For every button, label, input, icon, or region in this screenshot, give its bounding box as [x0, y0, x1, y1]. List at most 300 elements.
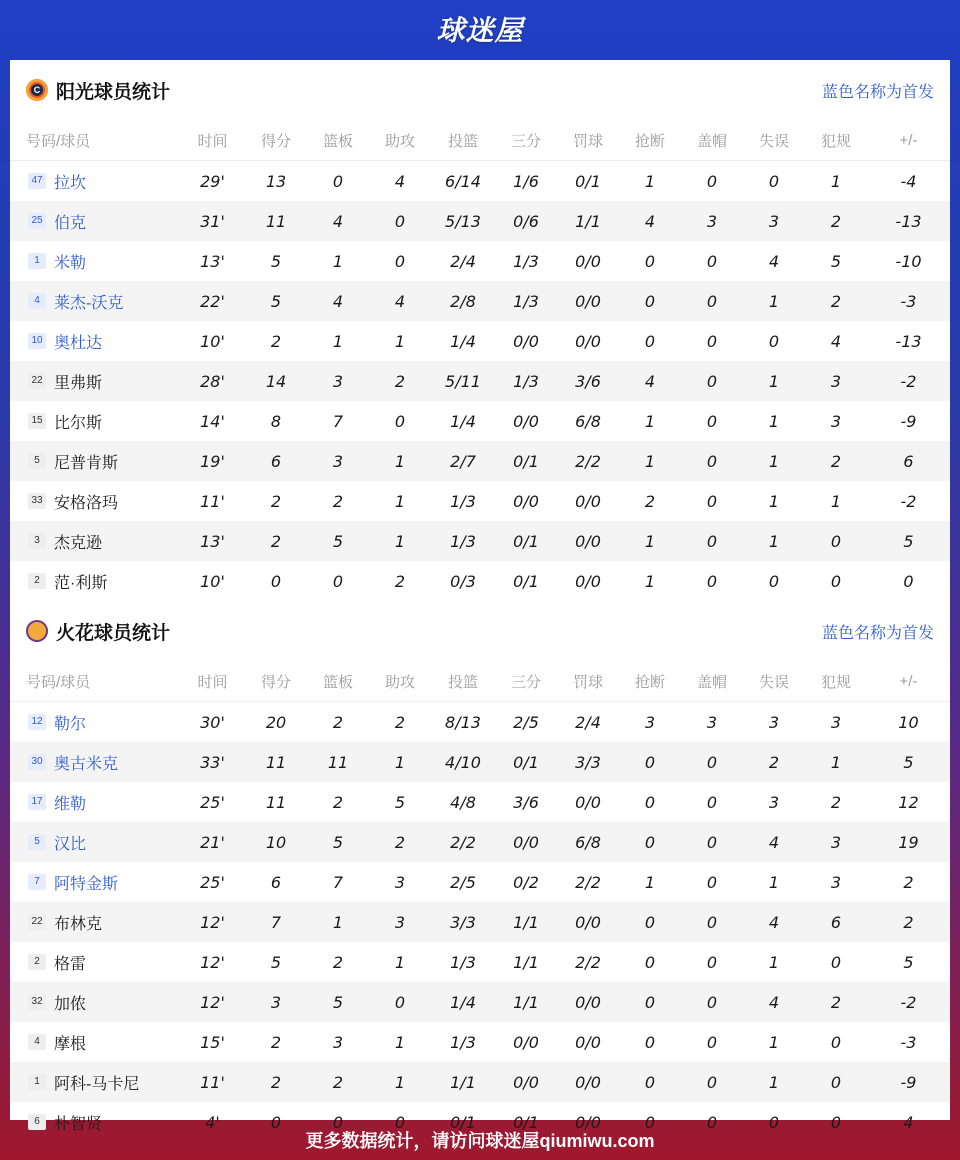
- stat-cell: 15': [200, 1032, 225, 1052]
- table-row: [10, 361, 950, 401]
- stat-cell: 1: [644, 571, 656, 591]
- stat-cell: 0: [768, 331, 780, 351]
- stat-cell: 2/2: [575, 952, 601, 972]
- table-row: [10, 561, 950, 601]
- stat-cell: 2: [332, 491, 344, 511]
- stat-cell: 0: [706, 331, 718, 351]
- stat-cell: 2/2: [575, 872, 601, 892]
- starter-legend-note: 蓝色名称为首发: [821, 624, 934, 642]
- column-header: 时间: [180, 661, 245, 702]
- table-row: [10, 862, 950, 902]
- player-name-link[interactable]: 奥古米克: [54, 755, 119, 773]
- team-section: [10, 60, 950, 601]
- stat-cell: 2/8: [431, 281, 495, 321]
- stat-cell: 1: [369, 521, 431, 561]
- column-header: 三分: [495, 661, 557, 702]
- stats-panel: [10, 60, 950, 1133]
- table-row: [10, 902, 950, 942]
- stat-cell: 1/3: [450, 952, 476, 972]
- stat-cell: 2: [245, 1062, 307, 1102]
- stat-cell: 4/10: [431, 742, 495, 782]
- stat-cell: 0/0: [513, 1032, 539, 1052]
- column-header: 号码/球员: [10, 120, 180, 161]
- player-cell[interactable]: [10, 1022, 180, 1062]
- stat-cell: 2: [270, 1032, 282, 1052]
- stat-cell: 6: [245, 441, 307, 481]
- stat-cell: 0: [681, 361, 743, 401]
- stat-cell: 14': [200, 411, 225, 431]
- stat-cell: 0/1: [495, 521, 557, 561]
- player-cell[interactable]: [10, 241, 180, 281]
- stat-cell: 0: [706, 1032, 718, 1052]
- stat-cell: 0: [332, 1112, 344, 1132]
- stat-cell: 0: [644, 1032, 656, 1052]
- stat-cell: 5: [867, 521, 950, 561]
- stat-cell: 0: [805, 521, 867, 561]
- stat-cell: 2: [332, 792, 344, 812]
- stat-cell: 3: [805, 822, 867, 862]
- stat-cell: 25': [200, 872, 225, 892]
- table-row: [10, 321, 950, 361]
- stat-cell: 2: [369, 822, 431, 862]
- stat-cell: 2: [394, 712, 406, 732]
- stat-cell: 0/0: [575, 1032, 601, 1052]
- stat-cell: 0: [681, 281, 743, 321]
- stat-cell: 5: [307, 982, 369, 1022]
- stat-cell: 11: [265, 792, 287, 812]
- stat-cell: 5/11: [431, 361, 495, 401]
- stat-cell: 2: [805, 441, 867, 481]
- stat-cell: 1: [369, 441, 431, 481]
- stat-cell: 1: [743, 521, 805, 561]
- stat-cell: -2: [867, 982, 950, 1022]
- column-header: 三分: [495, 120, 557, 161]
- stat-cell: 1: [394, 331, 406, 351]
- stat-cell: 12': [200, 952, 225, 972]
- stat-cell: 0/0: [557, 982, 619, 1022]
- stat-cell: 0: [619, 281, 681, 321]
- jersey-number-badge: 5: [28, 834, 46, 850]
- player-cell[interactable]: [10, 862, 180, 902]
- sun-team-icon: [26, 79, 48, 101]
- stat-cell: 7: [332, 411, 344, 431]
- stat-cell: 1: [619, 521, 681, 561]
- stat-cell: 3: [830, 872, 842, 892]
- column-header: 篮板: [307, 661, 369, 702]
- stat-cell: 7: [332, 872, 344, 892]
- stat-cell: 12: [898, 792, 919, 812]
- stat-cell: 1: [619, 441, 681, 481]
- stat-cell: 11': [180, 1062, 245, 1102]
- table-row: [10, 982, 950, 1022]
- stat-cell: 0/0: [557, 521, 619, 561]
- column-header: 得分: [245, 661, 307, 702]
- player-cell[interactable]: [10, 822, 180, 862]
- player-name-link[interactable]: 莱杰-沃克: [54, 294, 124, 312]
- stat-cell: 3: [830, 712, 842, 732]
- stat-cell: 0/0: [575, 331, 601, 351]
- stat-cell: 11: [307, 742, 369, 782]
- stat-cell: 19': [180, 441, 245, 481]
- stat-cell: -3: [867, 281, 950, 321]
- stat-cell: 6: [270, 872, 282, 892]
- stat-cell: 1: [805, 742, 867, 782]
- stat-cell: 2/4: [575, 712, 601, 732]
- stat-cell: 0: [706, 1112, 718, 1132]
- stat-cell: 1: [644, 171, 656, 191]
- stat-cell: 1/1: [431, 1062, 495, 1102]
- player-name-link[interactable]: 阿特金斯: [54, 875, 119, 893]
- stat-cell: 0/0: [557, 1062, 619, 1102]
- stat-cell: 0: [619, 742, 681, 782]
- stat-cell: 0: [830, 1112, 842, 1132]
- stat-cell: 1/3: [450, 1032, 476, 1052]
- column-header: 犯规: [805, 120, 867, 161]
- stat-cell: 3: [743, 201, 805, 241]
- stat-cell: 25': [200, 792, 225, 812]
- stat-cell: 4: [369, 281, 431, 321]
- stat-cell: 4: [743, 822, 805, 862]
- stat-cell: 3: [706, 712, 718, 732]
- stat-cell: 1: [307, 902, 369, 942]
- stat-cell: 0: [681, 521, 743, 561]
- stat-cell: 1: [768, 1032, 780, 1052]
- site-logo[interactable]: 球迷屋: [436, 15, 524, 46]
- jersey-number-badge: 12: [28, 714, 46, 730]
- stat-cell: 0: [681, 1062, 743, 1102]
- jersey-number-badge: 22: [28, 373, 46, 389]
- column-header: 盖帽: [681, 661, 743, 702]
- team-sections: [10, 60, 950, 1142]
- jersey-number-badge: 32: [28, 994, 46, 1010]
- stat-cell: 2: [270, 331, 282, 351]
- column-header: 助攻: [369, 120, 431, 161]
- stat-cell: 1: [768, 872, 780, 892]
- jersey-number-badge: 2: [28, 954, 46, 970]
- stat-cell: 8: [270, 411, 282, 431]
- stat-cell: 0/0: [495, 1062, 557, 1102]
- stat-cell: 6: [805, 902, 867, 942]
- stat-cell: 13: [265, 171, 287, 191]
- stat-cell: 0/6: [495, 201, 557, 241]
- player-cell[interactable]: [10, 942, 180, 982]
- player-name-link[interactable]: 阿科-马卡尼: [54, 1075, 140, 1093]
- stat-cell: 1: [394, 491, 406, 511]
- sun-team-icon-letter: C: [31, 84, 43, 96]
- stat-cell: 0: [830, 952, 842, 972]
- player-name-link[interactable]: 伯克: [54, 214, 87, 232]
- stat-cell: 0: [903, 571, 914, 591]
- player-cell[interactable]: [10, 441, 180, 481]
- column-header: 犯规: [805, 661, 867, 702]
- section-header: [10, 601, 950, 661]
- column-header: 时间: [180, 120, 245, 161]
- table-row: [10, 942, 950, 982]
- player-cell[interactable]: [10, 742, 180, 782]
- player-cell[interactable]: [10, 321, 180, 361]
- stat-cell: 19: [867, 822, 950, 862]
- stat-cell: 4: [394, 171, 406, 191]
- stat-cell: 0: [369, 982, 431, 1022]
- stat-cell: 0: [681, 822, 743, 862]
- section-title-wrap: [26, 77, 170, 104]
- stat-cell: 1/1: [557, 201, 619, 241]
- stat-cell: 13': [180, 521, 245, 561]
- stat-cell: 1/3: [495, 361, 557, 401]
- stat-cell: 0/1: [495, 742, 557, 782]
- player-name-link[interactable]: 杰克逊: [54, 534, 103, 552]
- stat-cell: 0: [706, 491, 718, 511]
- stat-cell: 3: [307, 441, 369, 481]
- stat-cell: 6/14: [445, 171, 481, 191]
- player-stats-table: [10, 120, 950, 601]
- stat-cell: 0: [768, 571, 780, 591]
- stat-cell: 0: [369, 201, 431, 241]
- stat-cell: 2: [805, 982, 867, 1022]
- table-row: [10, 161, 950, 202]
- table-row: [10, 441, 950, 481]
- stat-cell: 4: [903, 1112, 914, 1132]
- stat-cell: 0: [644, 251, 656, 271]
- player-cell[interactable]: [10, 782, 180, 822]
- stat-cell: 4': [205, 1112, 220, 1132]
- column-header: 投篮: [431, 120, 495, 161]
- stat-cell: 3: [805, 361, 867, 401]
- stat-cell: 2: [307, 1062, 369, 1102]
- player-name-link[interactable]: 拉坎: [54, 174, 87, 192]
- player-name-link[interactable]: 加侬: [54, 995, 87, 1013]
- stat-cell: 2: [867, 902, 950, 942]
- stat-cell: 2: [903, 872, 914, 892]
- stat-cell: 2/4: [450, 251, 476, 271]
- stat-cell: 0/0: [513, 491, 539, 511]
- player-name-link[interactable]: 摩根: [54, 1035, 87, 1053]
- table-row: [10, 1062, 950, 1102]
- table-header-row: [10, 120, 950, 161]
- stat-cell: 5: [307, 822, 369, 862]
- stat-cell: 4: [307, 201, 369, 241]
- jersey-number-badge: 3: [28, 533, 46, 549]
- stat-cell: 0/0: [495, 822, 557, 862]
- stat-cell: 0: [768, 171, 780, 191]
- stat-cell: 2: [743, 742, 805, 782]
- stat-cell: 0: [619, 822, 681, 862]
- stat-cell: 1: [369, 1062, 431, 1102]
- stat-cell: 0: [394, 251, 406, 271]
- stat-cell: 0: [644, 331, 656, 351]
- stat-cell: 0: [830, 571, 842, 591]
- stat-cell: 2: [805, 281, 867, 321]
- stat-cell: 3: [394, 872, 406, 892]
- stat-cell: 3: [332, 1032, 344, 1052]
- player-cell[interactable]: [10, 481, 180, 521]
- player-name-link[interactable]: 格雷: [54, 955, 87, 973]
- player-name-link[interactable]: 朴智贤: [54, 1115, 103, 1133]
- player-name-link[interactable]: 布林克: [54, 915, 103, 933]
- stat-cell: 13': [200, 251, 225, 271]
- player-cell[interactable]: [10, 361, 180, 401]
- stat-cell: 2/7: [431, 441, 495, 481]
- stat-cell: 31': [180, 201, 245, 241]
- stat-cell: 3/6: [557, 361, 619, 401]
- stat-cell: 30': [200, 712, 225, 732]
- table-row: [10, 201, 950, 241]
- table-row: [10, 281, 950, 321]
- column-header: 号码/球员: [10, 661, 180, 702]
- stat-cell: 3: [768, 712, 780, 732]
- stat-cell: 1/3: [513, 251, 539, 271]
- stat-cell: 1: [768, 411, 780, 431]
- jersey-number-badge: 30: [28, 754, 46, 770]
- stat-cell: 1/1: [513, 952, 539, 972]
- stat-cell: 0: [706, 171, 718, 191]
- stat-cell: 33': [180, 742, 245, 782]
- stat-cell: -4: [900, 171, 917, 191]
- stat-cell: 1/3: [431, 521, 495, 561]
- player-cell[interactable]: [10, 161, 180, 202]
- stat-cell: 6: [867, 441, 950, 481]
- stat-cell: 0: [332, 571, 344, 591]
- stat-cell: 0/0: [575, 1112, 601, 1132]
- jersey-number-badge: 7: [28, 874, 46, 890]
- stat-cell: 5: [394, 792, 406, 812]
- stat-cell: 11: [245, 201, 307, 241]
- stat-cell: 5: [307, 521, 369, 561]
- stat-cell: 0: [394, 411, 406, 431]
- stat-cell: 1: [394, 1032, 406, 1052]
- stat-cell: 0: [706, 872, 718, 892]
- player-cell[interactable]: [10, 561, 180, 601]
- stat-cell: 2: [332, 952, 344, 972]
- player-cell[interactable]: [10, 1062, 180, 1102]
- stat-cell: 10': [200, 571, 225, 591]
- player-cell[interactable]: [10, 521, 180, 561]
- jersey-number-badge: 4: [28, 1034, 46, 1050]
- stat-cell: 0/1: [575, 171, 601, 191]
- stat-cell: 2: [369, 361, 431, 401]
- stat-cell: 0/0: [575, 571, 601, 591]
- stat-cell: 1: [743, 441, 805, 481]
- stat-cell: 0: [830, 1032, 842, 1052]
- table-row: [10, 702, 950, 743]
- player-cell[interactable]: [10, 401, 180, 441]
- stat-cell: 1: [394, 952, 406, 972]
- column-header: 盖帽: [681, 120, 743, 161]
- jersey-number-badge: 47: [28, 173, 46, 189]
- stat-cell: 1/1: [495, 982, 557, 1022]
- stat-cell: 0/3: [450, 571, 476, 591]
- column-header: 投篮: [431, 661, 495, 702]
- footer-promo: 更多数据统计，请访问球迷屋qiumiwu.com: [305, 1131, 655, 1151]
- stat-cell: 1: [830, 491, 842, 511]
- player-cell[interactable]: [10, 281, 180, 321]
- player-name-link[interactable]: 米勒: [54, 254, 87, 272]
- jersey-number-badge: 1: [28, 253, 46, 269]
- player-name-link[interactable]: 比尔斯: [54, 414, 103, 432]
- jersey-number-badge: 33: [28, 493, 46, 509]
- stat-cell: 0: [270, 1112, 282, 1132]
- stat-cell: 21': [180, 822, 245, 862]
- stat-cell: 3/3: [557, 742, 619, 782]
- stat-cell: 0: [270, 571, 282, 591]
- stat-cell: 5: [867, 742, 950, 782]
- stat-cell: 0/1: [495, 441, 557, 481]
- stat-cell: 0: [805, 1062, 867, 1102]
- stat-cell: 0/0: [513, 411, 539, 431]
- player-name-link[interactable]: 尼普肯斯: [54, 454, 119, 472]
- player-name-link[interactable]: 维勒: [54, 795, 87, 813]
- stat-cell: 1/3: [495, 281, 557, 321]
- stat-cell: 2/2: [557, 441, 619, 481]
- stat-cell: 0: [768, 1112, 780, 1132]
- player-cell[interactable]: [10, 201, 180, 241]
- table-row: [10, 241, 950, 281]
- stat-cell: 0: [644, 792, 656, 812]
- section-header: [10, 60, 950, 120]
- stat-cell: 10: [245, 822, 307, 862]
- stat-cell: -3: [900, 1032, 917, 1052]
- section-title-wrap: [26, 618, 170, 645]
- stat-cell: 1/4: [450, 331, 476, 351]
- stat-cell: 3: [830, 411, 842, 431]
- player-name-link[interactable]: 汉比: [54, 835, 87, 853]
- stat-cell: 6/8: [575, 411, 601, 431]
- player-name-link[interactable]: 里弗斯: [54, 374, 103, 392]
- stat-cell: 0/1: [513, 571, 539, 591]
- stat-cell: 0: [706, 411, 718, 431]
- stat-cell: 0/0: [513, 331, 539, 351]
- player-name-link[interactable]: 安格洛玛: [54, 494, 119, 512]
- player-name-link[interactable]: 奥杜达: [54, 334, 103, 352]
- stat-cell: 1/3: [450, 491, 476, 511]
- stat-cell: -9: [900, 411, 917, 431]
- player-cell[interactable]: [10, 702, 180, 743]
- stat-cell: 0/0: [557, 281, 619, 321]
- player-name-link[interactable]: 范·利斯: [54, 574, 108, 592]
- stat-cell: 3/3: [431, 902, 495, 942]
- section-title: 火花球员统计: [56, 622, 171, 644]
- player-name-link[interactable]: 勒尔: [54, 715, 87, 733]
- stat-cell: 5/13: [431, 201, 495, 241]
- player-cell[interactable]: [10, 982, 180, 1022]
- stat-cell: -13: [867, 201, 950, 241]
- stat-cell: 28': [180, 361, 245, 401]
- stat-cell: 0: [681, 441, 743, 481]
- stat-cell: 0/1: [450, 1112, 476, 1132]
- stat-cell: 1: [768, 491, 780, 511]
- jersey-number-badge: 10: [28, 333, 46, 349]
- stat-cell: 0: [619, 902, 681, 942]
- section-title: 阳光球员统计: [56, 81, 171, 103]
- stat-cell: 7: [245, 902, 307, 942]
- stat-cell: 3: [768, 792, 780, 812]
- stat-cell: 1: [743, 361, 805, 401]
- player-cell[interactable]: [10, 902, 180, 942]
- stat-cell: 29': [200, 171, 225, 191]
- stat-cell: 12': [180, 982, 245, 1022]
- jersey-number-badge: 5: [28, 453, 46, 469]
- jersey-number-badge: 15: [28, 413, 46, 429]
- stat-cell: 0: [706, 571, 718, 591]
- table-row: [10, 1022, 950, 1062]
- stat-cell: 0: [619, 1062, 681, 1102]
- stat-cell: 10': [200, 331, 225, 351]
- table-row: [10, 822, 950, 862]
- stat-cell: 8/13: [445, 712, 481, 732]
- stat-cell: 1: [332, 331, 344, 351]
- stat-cell: 2/5: [513, 712, 539, 732]
- stat-cell: 2: [394, 571, 406, 591]
